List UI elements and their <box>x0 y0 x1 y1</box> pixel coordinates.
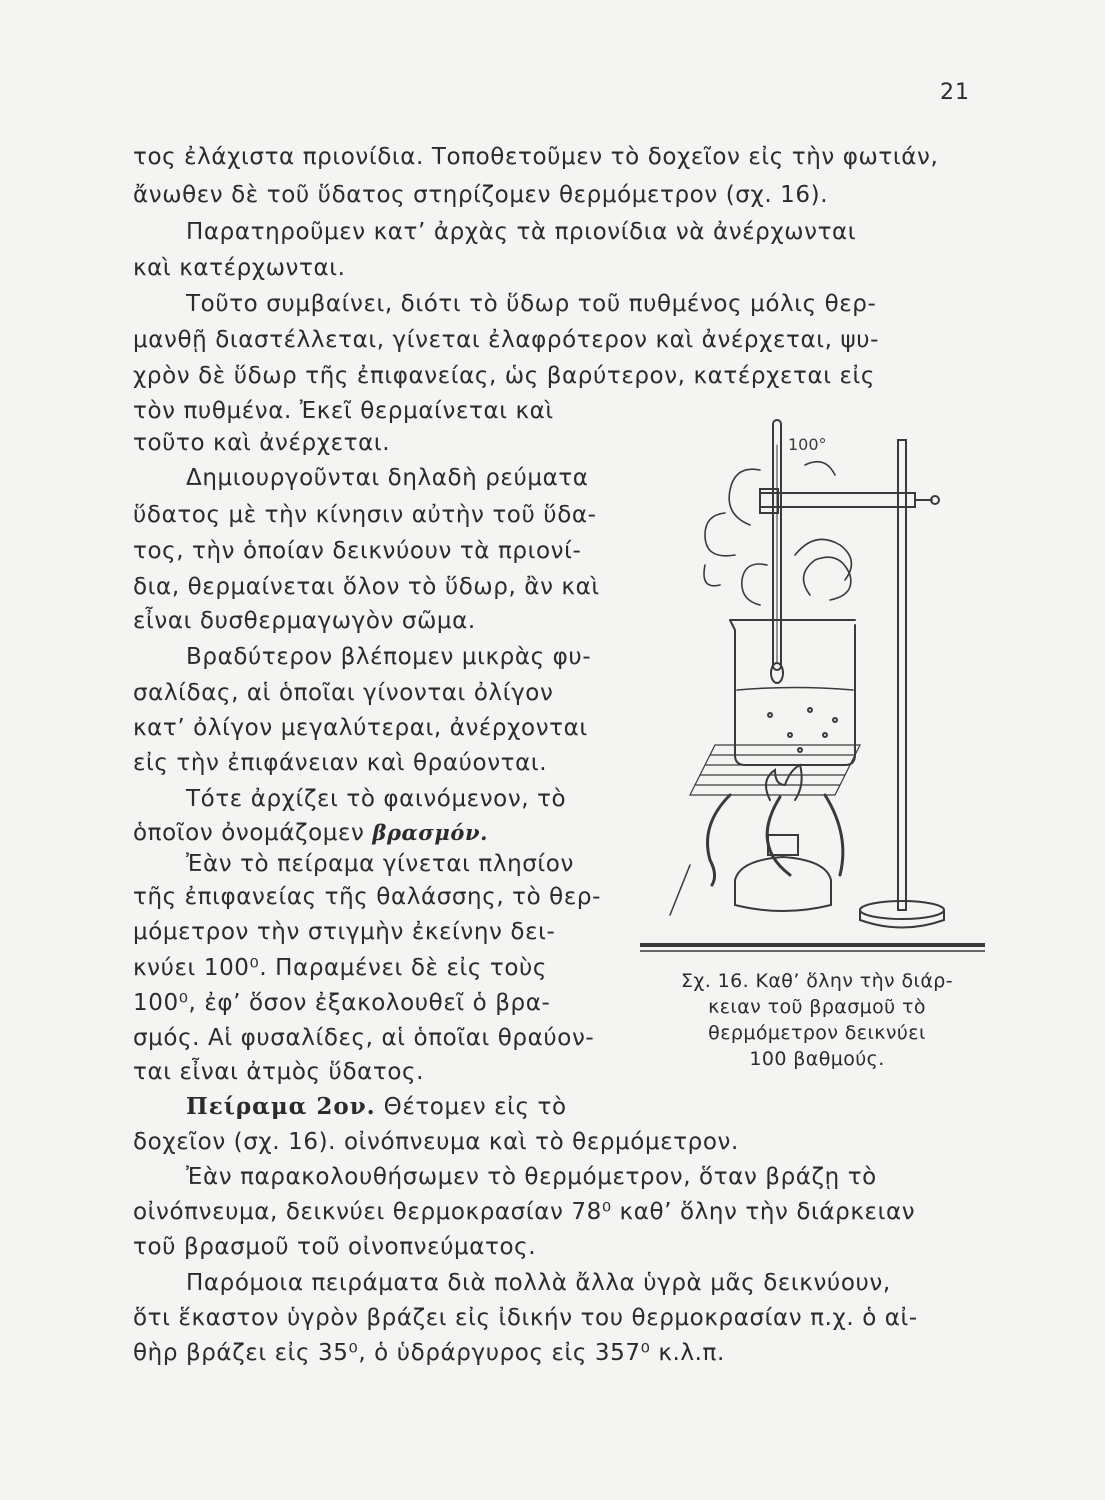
text-line: σμός. Αἱ φυσαλίδες, αἱ ὁποῖαι θραύον- <box>133 1025 595 1051</box>
page-number: 21 <box>940 80 970 105</box>
text-line <box>133 818 488 848</box>
caption-line: κειαν τοῦ βρασμοῦ τὸ <box>708 996 926 1018</box>
figure-caption <box>662 968 972 1072</box>
text-fragment: Θέτομεν εἰς τὸ <box>383 1094 567 1120</box>
boiling-term: βρασμόν. <box>372 820 489 845</box>
text-line: ται εἶναι ἀτμὸς ὕδατος. <box>133 1059 425 1085</box>
text-line: ἄνωθεν δὲ τοῦ ὕδατος στηρίζομεν θερμόμετρον (σχ. 16). <box>133 182 829 208</box>
text-line: Βραδύτερον βλέπομεν μικρὰς φυ- <box>186 644 592 670</box>
text-line: χρὸν δὲ ὕδωρ τῆς ἐπιφανείας, ὡς βαρύτερον, κατέρχεται εἰς <box>133 363 876 389</box>
text-line: ὕδατος μὲ τὴν κίνησιν αὐτὴν τοῦ ὕδα- <box>133 502 597 528</box>
experiment-heading: Πείραμα 2ον. <box>186 1093 376 1120</box>
boiling-apparatus-figure <box>640 405 985 965</box>
text-line: Ἐὰν τὸ πείραμα γίνεται πλησίον <box>186 851 574 877</box>
spirit-lamp-icon <box>735 765 831 911</box>
thermometer-icon <box>771 420 783 683</box>
text-line: καὶ κατέρχωνται. <box>133 255 346 281</box>
text-line: δια, θερμαίνεται ὅλον τὸ ὕδωρ, ἂν καὶ <box>133 574 600 600</box>
steam-icon <box>704 462 851 605</box>
text-line: εἰς τὴν ἐπιφάνειαν καὶ θραύονται. <box>133 750 548 776</box>
text-line: τος, τὴν ὁποίαν δεικνύουν τὰ πριονί- <box>133 538 582 564</box>
text-line: κατ’ ὀλίγον μεγαλύτεραι, ἀνέρχονται <box>133 715 588 741</box>
text-line: Παρόμοια πειράματα διὰ πολλὰ ἄλλα ὑγρὰ μᾶς δεικνύουν, <box>186 1270 891 1296</box>
text-line: οἰνόπνευμα, δεικνύει θερμοκρασίαν 78⁰ καθ’ ὅλην τὴν διάρκειαν <box>133 1199 916 1225</box>
text-line: Ἐὰν παρακολουθήσωμεν τὸ θερμόμετρον, ὅταν βράζῃ τὸ <box>186 1164 877 1190</box>
text-line: Τοῦτο συμβαίνει, διότι τὸ ὕδωρ τοῦ πυθμένος μόλις θερ- <box>186 291 877 317</box>
thermometer-label: 100° <box>788 435 827 454</box>
text-line <box>186 1092 567 1122</box>
text-line: τος ἐλάχιστα πριονίδια. Τοποθετοῦμεν τὸ δοχεῖον εἰς τὴν φωτιάν, <box>133 144 939 170</box>
text-fragment: ὁποῖον ὀνομάζομεν <box>133 820 365 846</box>
caption-line: θερμόμετρον δεικνύει <box>708 1022 926 1044</box>
text-line: τοῦτο καὶ ἀνέρχεται. <box>133 430 391 456</box>
text-line: μόμετρον τὴν στιγμὴν ἐκείνην δει- <box>133 919 556 945</box>
beaker-icon <box>730 620 855 765</box>
text-line: δοχεῖον (σχ. 16). οἰνόπνευμα καὶ τὸ θερμόμετρον. <box>133 1129 739 1155</box>
text-line: μανθῇ διαστέλλεται, γίνεται ἐλαφρότερον καὶ ἀνέρχεται, ψυ- <box>133 327 880 353</box>
text-line: κνύει 100⁰. Παραμένει δὲ εἰς τοὺς <box>133 955 548 981</box>
text-line: εἶναι δυσθερμαγωγὸν σῶμα. <box>133 608 476 634</box>
text-line: ὅτι ἕκαστον ὑγρὸν βράζει εἰς ἰδικήν του θερμοκρασίαν π.χ. ὁ αἰ- <box>133 1305 918 1331</box>
text-line: τὸν πυθμένα. Ἐκεῖ θερμαίνεται καὶ <box>133 398 554 424</box>
text-line: θὴρ βράζει εἰς 35⁰, ὁ ὑδράργυρος εἰς 357⁰ κ.λ.π. <box>133 1340 725 1366</box>
text-line: τῆς ἐπιφανείας τῆς θαλάσσης, τὸ θερ- <box>133 884 601 910</box>
text-line: σαλίδας, αἱ ὁποῖαι γίνονται ὀλίγον <box>133 680 554 706</box>
caption-line: 100 βαθμούς. <box>749 1048 885 1070</box>
text-line: Δημιουργοῦνται δηλαδὴ ρεύματα <box>186 465 589 491</box>
text-line: 100⁰, ἐφ’ ὅσον ἐξακολουθεῖ ὁ βρα- <box>133 990 551 1016</box>
text-line: Τότε ἀρχίζει τὸ φαινόμενον, τὸ <box>186 786 567 812</box>
tripod-icon <box>708 795 843 885</box>
text-line: Παρατηροῦμεν κατ’ ἀρχὰς τὰ πριονίδια νὰ ἀνέρχωνται <box>186 219 857 245</box>
caption-line: Σχ. 16. Καθ’ ὅλην τὴν διάρ- <box>681 970 953 992</box>
text-line: τοῦ βρασμοῦ τοῦ οἰνοπνεύματος. <box>133 1234 537 1260</box>
